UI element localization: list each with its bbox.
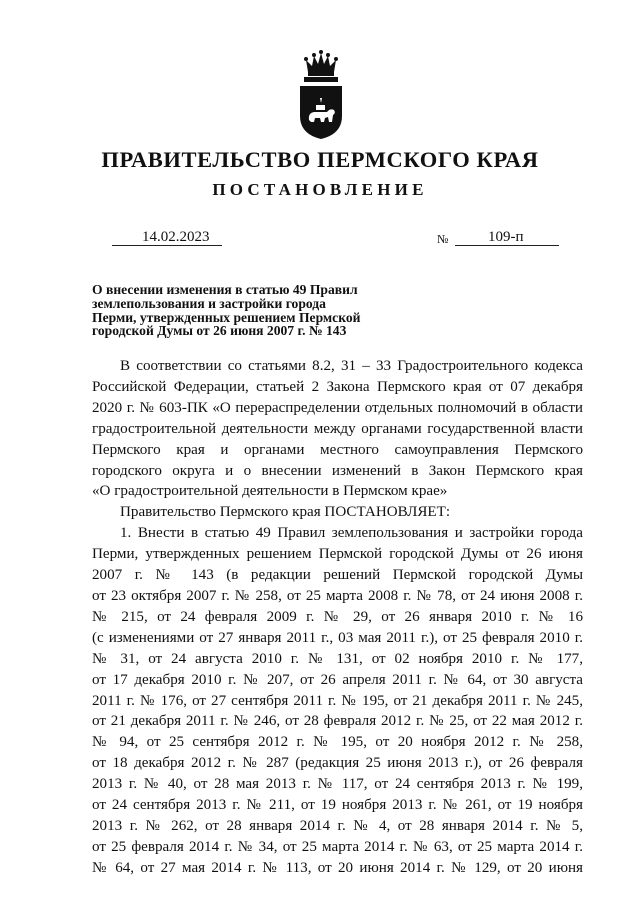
subject-line: землепользования и застройки города bbox=[92, 295, 326, 311]
body-line: 1. Внести в статью 49 Правил землепользования и застройки города bbox=[120, 525, 583, 542]
document-body bbox=[92, 356, 583, 879]
body-line: от 25 февраля 2014 г. № 34, от 25 марта 2014 г. № 63, от 25 марта 2014 г. bbox=[92, 838, 583, 855]
document-subject bbox=[92, 283, 412, 338]
organization-title: ПРАВИТЕЛЬСТВО ПЕРМСКОГО КРАЯ bbox=[101, 147, 539, 172]
coat-of-arms-icon bbox=[294, 50, 348, 140]
body-line: 2011 г. № 176, от 27 сентября 2011 г. № 195, от 21 декабря 2011 г. № 245, bbox=[92, 692, 583, 709]
body-line: 2007 г. № 143 (в редакции решений Пермской городской Думы bbox=[92, 567, 583, 584]
body-line: Перми, утвержденных решением Пермской городской Думы от 26 июня bbox=[92, 546, 583, 563]
subject-line: Перми, утвержденных решением Пермской bbox=[92, 309, 361, 325]
body-line: от 18 декабря 2012 г. № 287 (редакция 25 июня 2013 г.), от 26 февраля bbox=[92, 755, 583, 772]
body-line: № 215, от 24 февраля 2009 г. № 29, от 26 января 2010 г. № 16 bbox=[92, 608, 583, 625]
body-line: городского округа и о внесении изменений в Закон Пермского края bbox=[92, 462, 583, 479]
body-line: от 17 декабря 2010 г. № 207, от 26 апреля 2011 г. № 64, от 30 августа bbox=[92, 671, 583, 688]
body-line: Российской Федерации, статьей 2 Закона Пермского края от 07 декабря bbox=[92, 378, 583, 395]
document-date: 14.02.2023 bbox=[142, 229, 210, 245]
body-line: Пермского края и органами местного самоуправления Пермского bbox=[92, 441, 583, 458]
body-line: градостроительной деятельности между органами государственной власти bbox=[92, 420, 583, 437]
body-line: 2020 г. № 603-ПК «О перераспределении отдельных полномочий в области bbox=[92, 399, 583, 416]
number-sign: № bbox=[437, 232, 449, 246]
body-line: № 64, от 27 мая 2014 г. № 113, от 20 июня 2014 г. № 129, от 20 июня bbox=[92, 859, 583, 876]
body-line: № 94, от 25 сентября 2012 г. № 195, от 20 ноября 2012 г. № 258, bbox=[92, 734, 583, 751]
document-number: 109-п bbox=[488, 229, 524, 245]
body-line: 2013 г. № 40, от 28 мая 2013 г. № 117, от 24 сентября 2013 г. № 199, bbox=[92, 776, 583, 793]
subject-line: городской Думы от 26 июня 2007 г. № 143 bbox=[92, 323, 347, 339]
body-line: от 21 декабря 2011 г. № 246, от 28 февраля 2012 г. № 25, от 22 мая 2012 г. bbox=[92, 713, 583, 730]
body-line: 2013 г. № 262, от 28 января 2014 г. № 4, от 28 января 2014 г. № 5, bbox=[92, 817, 583, 834]
body-line: В соответствии со статьями 8.2, 31 – 33 Градостроительного кодекса bbox=[120, 358, 583, 374]
subject-line: О внесении изменения в статью 49 Правил bbox=[92, 282, 358, 297]
body-line: от 23 октября 2007 г. № 258, от 25 марта 2008 г. № 78, от 24 июня 2008 г. bbox=[92, 587, 583, 604]
body-line: (с изменениями от 27 января 2011 г., 03 мая 2011 г.), от 25 февраля 2010 г. bbox=[92, 629, 583, 646]
body-line: № 31, от 24 августа 2010 г. № 131, от 02 ноября 2010 г. № 177, bbox=[92, 650, 583, 667]
document-type: ПОСТАНОВЛЕНИЕ bbox=[212, 180, 428, 199]
body-line: Правительство Пермского края ПОСТАНОВЛЯЕТ: bbox=[120, 504, 451, 521]
body-line: от 24 сентября 2013 г. № 211, от 19 ноября 2013 г. № 261, от 19 ноября bbox=[92, 797, 583, 814]
body-line: «О градостроительной деятельности в Пермском крае» bbox=[92, 483, 448, 500]
